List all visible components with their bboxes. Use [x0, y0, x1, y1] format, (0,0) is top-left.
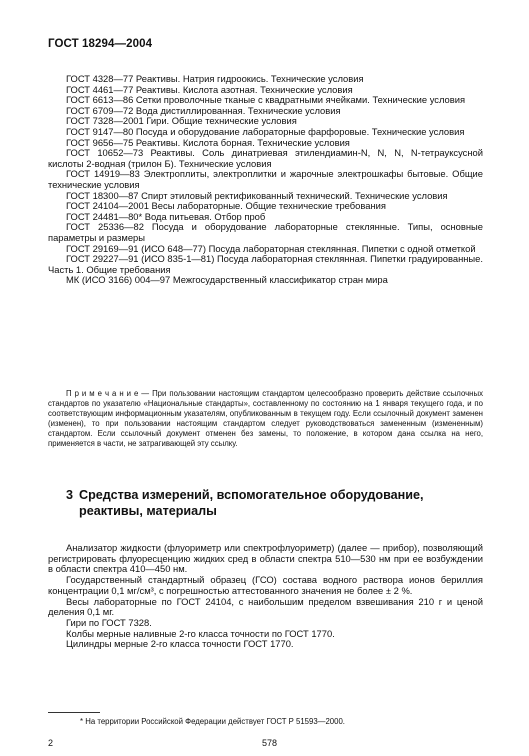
- body-paragraph: Гири по ГОСТ 7328.: [66, 616, 152, 628]
- section-title: Средства измерений, вспомогательное оборудование, реактивы, материалы: [79, 488, 424, 518]
- sheet-number: 578: [262, 738, 278, 748]
- footnote: * На территории Российской Федерации действует ГОСТ Р 51593—2000.: [80, 717, 345, 726]
- body-paragraph: Весы лабораторные по ГОСТ 24104, с наибольшим пределом взвешивания 210 г и ценой деления 0,1 мг.: [48, 595, 483, 618]
- footnote-divider: [48, 712, 100, 713]
- note-label: П р и м е ч а н и е —: [66, 389, 150, 398]
- reference-item: ГОСТ 10652—73 Реактивы. Соль динатриевая этилендиамин-N, N, N, N-тетрауксусной кислоты 2-водная (трилон Б). Технические условия: [48, 147, 483, 169]
- section-number: 3: [66, 488, 74, 502]
- body-paragraph: Анализатор жидкости (флуориметр или спектрофлуориметр) (далее — прибор), позволяющий регистрировать флуоресценцию жидких сред в области спектра 510—530 нм при ее возбуждении в области спектра 410—450 нм.: [48, 542, 483, 575]
- reference-item: ГОСТ 4328—77 Реактивы. Натрия гидроокись. Технические условия: [66, 73, 364, 84]
- note-block: [48, 389, 483, 449]
- reference-item: ГОСТ 29227—91 (ИСО 835-1—81) Посуда лабораторная стеклянная. Пипетки градуированные. Часть 1. Общие требования: [48, 253, 483, 275]
- body-paragraph: Колбы мерные наливные 2-го класса точности по ГОСТ 1770.: [66, 627, 335, 639]
- reference-item: ГОСТ 7328—2001 Гири. Общие технические условия: [66, 115, 297, 127]
- page-number: 2: [48, 738, 54, 748]
- reference-item: ГОСТ 6709—72 Вода дистиллированная. Технические условия: [66, 104, 341, 116]
- reference-item: ГОСТ 18300—87 Спирт этиловый ректификованный технический. Технические условия: [66, 189, 448, 201]
- section-heading: [66, 487, 476, 519]
- reference-item: ГОСТ 25336—82 Посуда и оборудование лабораторные стеклянные. Типы, основные параметры и размеры: [48, 221, 483, 243]
- note-text: При пользовании настоящим стандартом целесообразно проверить действие ссылочных стандартов по указателю «Национальные стандарты», составленному по состоянию на 1 января текущего года, и по соответствующим информационным указателям, опубликованным в текущем году. Если ссылочный документ заменен (изменен), то при пользовании настоящим стандартом следует руководствоваться замененным (измененным) стандартом. Если ссылочный документ отменен без замены, то положение, в котором дана ссылка на него, применяется в части, не затрагивающей эту ссылку.: [48, 389, 483, 448]
- reference-item: ГОСТ 9656—75 Реактивы. Кислота борная. Технические условия: [66, 136, 350, 148]
- reference-item: ГОСТ 6613—86 Сетки проволочные тканые с квадратными ячейками. Технические условия: [66, 94, 466, 106]
- reference-item: ГОСТ 24481—80* Вода питьевая. Отбор проб: [66, 210, 266, 222]
- body-paragraph: Цилиндры мерные 2-го класса точности ГОСТ 1770.: [66, 638, 294, 650]
- reference-item: ГОСТ 4461—77 Реактивы. Кислота азотная. Технические условия: [66, 83, 353, 95]
- references-list: [48, 74, 483, 286]
- section-body: [48, 543, 483, 650]
- reference-item: ГОСТ 24104—2001 Весы лабораторные. Общие технические требования: [66, 200, 386, 212]
- body-paragraph: Государственный стандартный образец (ГСО) состава водного раствора ионов бериллия концентрации 0,1 мг/см³, с погрешностью аттестованного значения не более ± 2 %.: [48, 574, 483, 596]
- reference-item: ГОСТ 29169—91 (ИСО 648—77) Посуда лабораторная стеклянная. Пипетки с одной отметкой: [66, 242, 476, 254]
- reference-item: ГОСТ 14919—83 Электроплиты, электроплитки и жарочные электрошкафы бытовые. Общие технические условия: [48, 168, 483, 190]
- reference-item: МК (ИСО 3166) 004—97 Межгосударственный классификатор стран мира: [66, 274, 388, 286]
- reference-item: ГОСТ 9147—80 Посуда и оборудование лабораторные фарфоровые. Технические условия: [66, 125, 465, 137]
- document-header: ГОСТ 18294—2004: [48, 38, 153, 50]
